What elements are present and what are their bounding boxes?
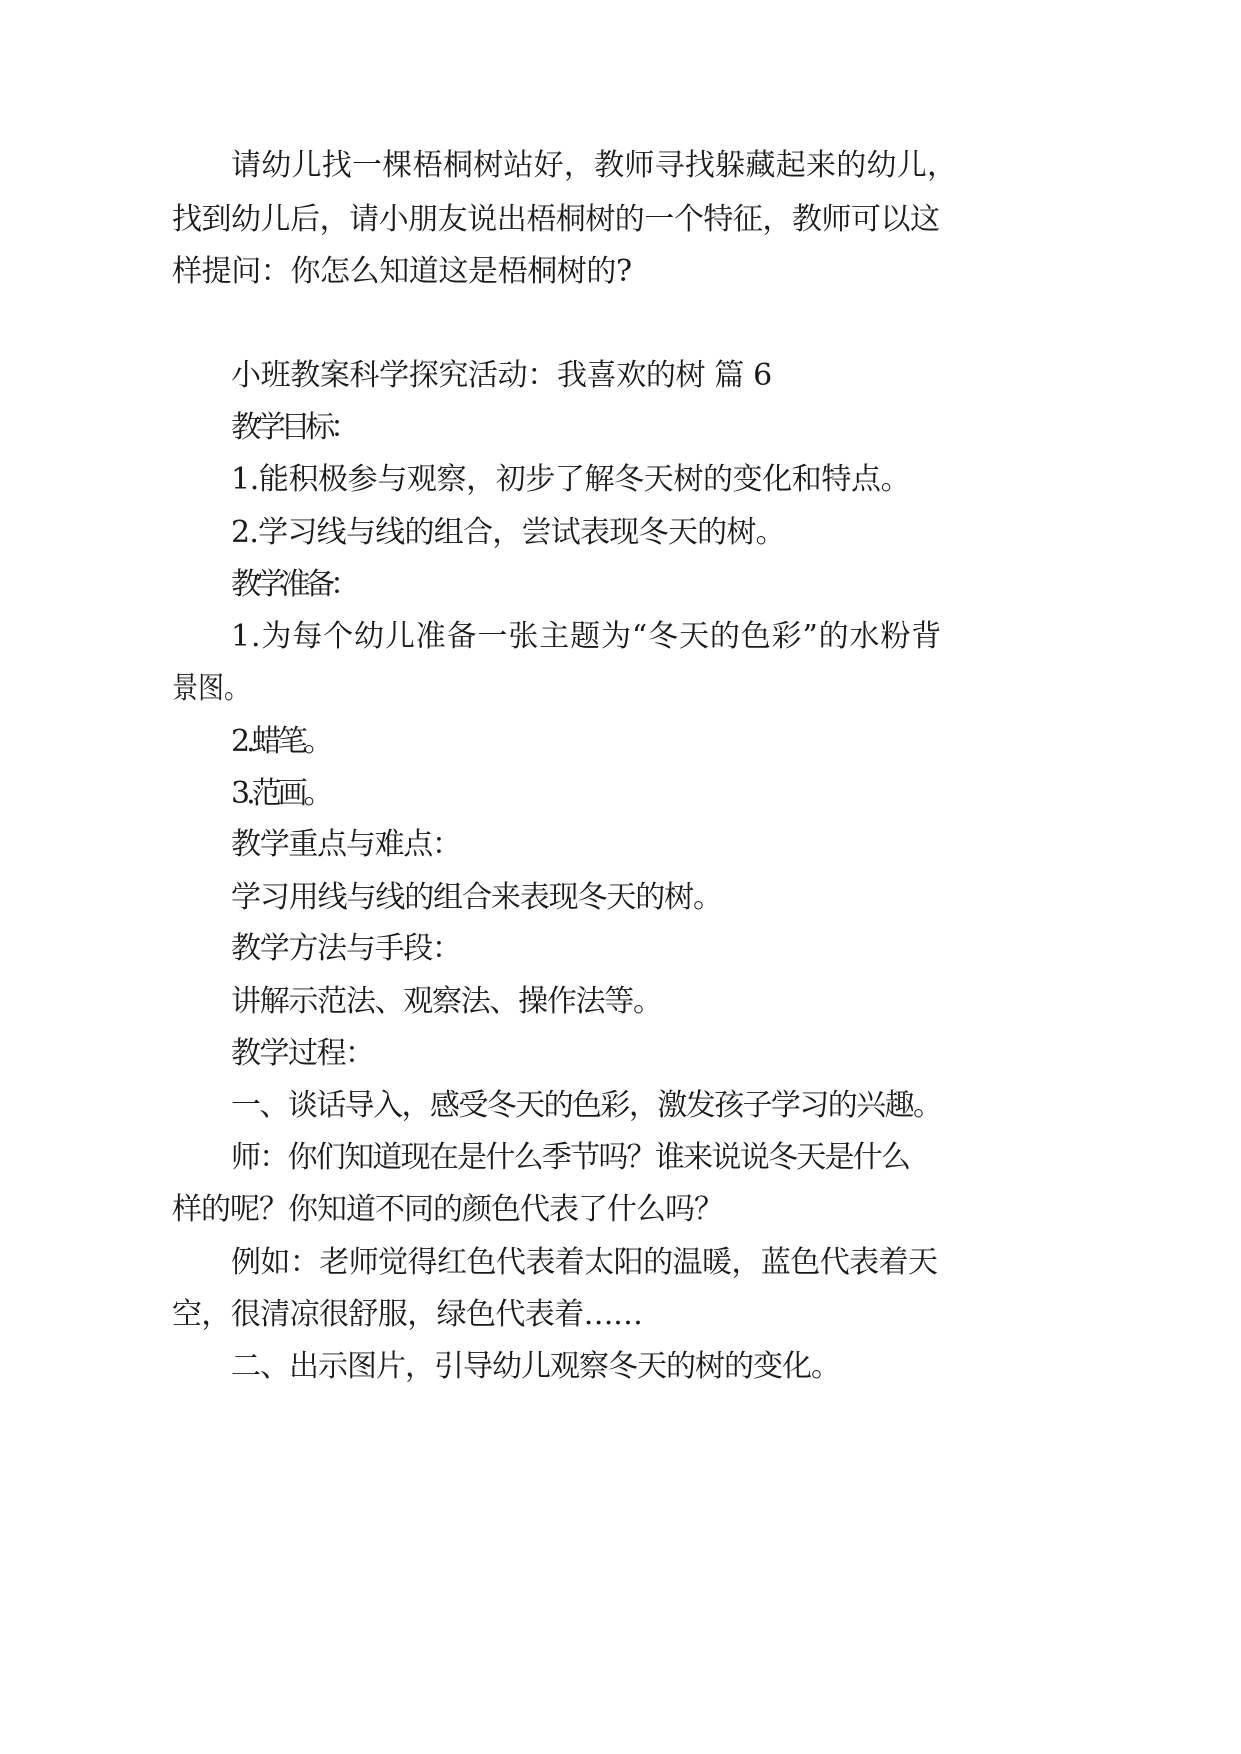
section-title: 小班教案科学探究活动：我喜欢的树 篇 6 — [231, 358, 772, 393]
paragraph-line: 二、出示图片，引导幼儿观察冬天的树的变化。 — [231, 1349, 840, 1384]
section-heading: 教学准备： — [231, 567, 355, 602]
section-heading: 教学过程： — [231, 1036, 374, 1071]
paragraph-line: 例如：老师觉得红色代表着太阳的温暖，蓝色代表着天 — [231, 1245, 938, 1280]
section-heading: 教学方法与手段： — [231, 931, 461, 966]
section-heading: 教学重点与难点： — [231, 827, 461, 862]
paragraph-line: 找到幼儿后，请小朋友说出梧桐树的一个特征，教师可以这 — [172, 202, 940, 237]
paragraph-line: 学习用线与线的组合来表现冬天的树。 — [231, 880, 722, 915]
list-item: 2.蜡笔。 — [231, 724, 330, 759]
paragraph-line: 师：你们知道现在是什么季节吗？谁来说说冬天是什么 — [231, 1140, 910, 1175]
list-item: 2.学习线与线的组合，尝试表现冬天的树。 — [231, 515, 785, 550]
paragraph-line: 讲解示范法、观察法、操作法等。 — [231, 984, 662, 1019]
list-item: 1.为每个幼儿准备一张主题为“冬天的色彩”的水粉背 — [231, 619, 943, 654]
list-item-continuation: 景图。 — [172, 671, 250, 706]
list-item: 3.范画。 — [231, 776, 330, 811]
paragraph-line: 样的呢？你知道不同的颜色代表了什么吗？ — [172, 1192, 723, 1227]
paragraph-line: 空，很清凉很舒服，绿色代表着…… — [172, 1297, 643, 1332]
paragraph-line: 一、谈话导入，感受冬天的色彩，激发孩子学习的兴趣。 — [231, 1088, 942, 1123]
list-item: 1.能积极参与观察，初步了解冬天树的变化和特点。 — [231, 462, 911, 497]
section-heading: 教学目标： — [231, 410, 355, 445]
paragraph-line: 样提问：你怎么知道这是梧桐树的? — [172, 254, 632, 289]
paragraph-line: 请幼儿找一棵梧桐树站好，教师寻找躲藏起来的幼儿， — [231, 148, 958, 183]
